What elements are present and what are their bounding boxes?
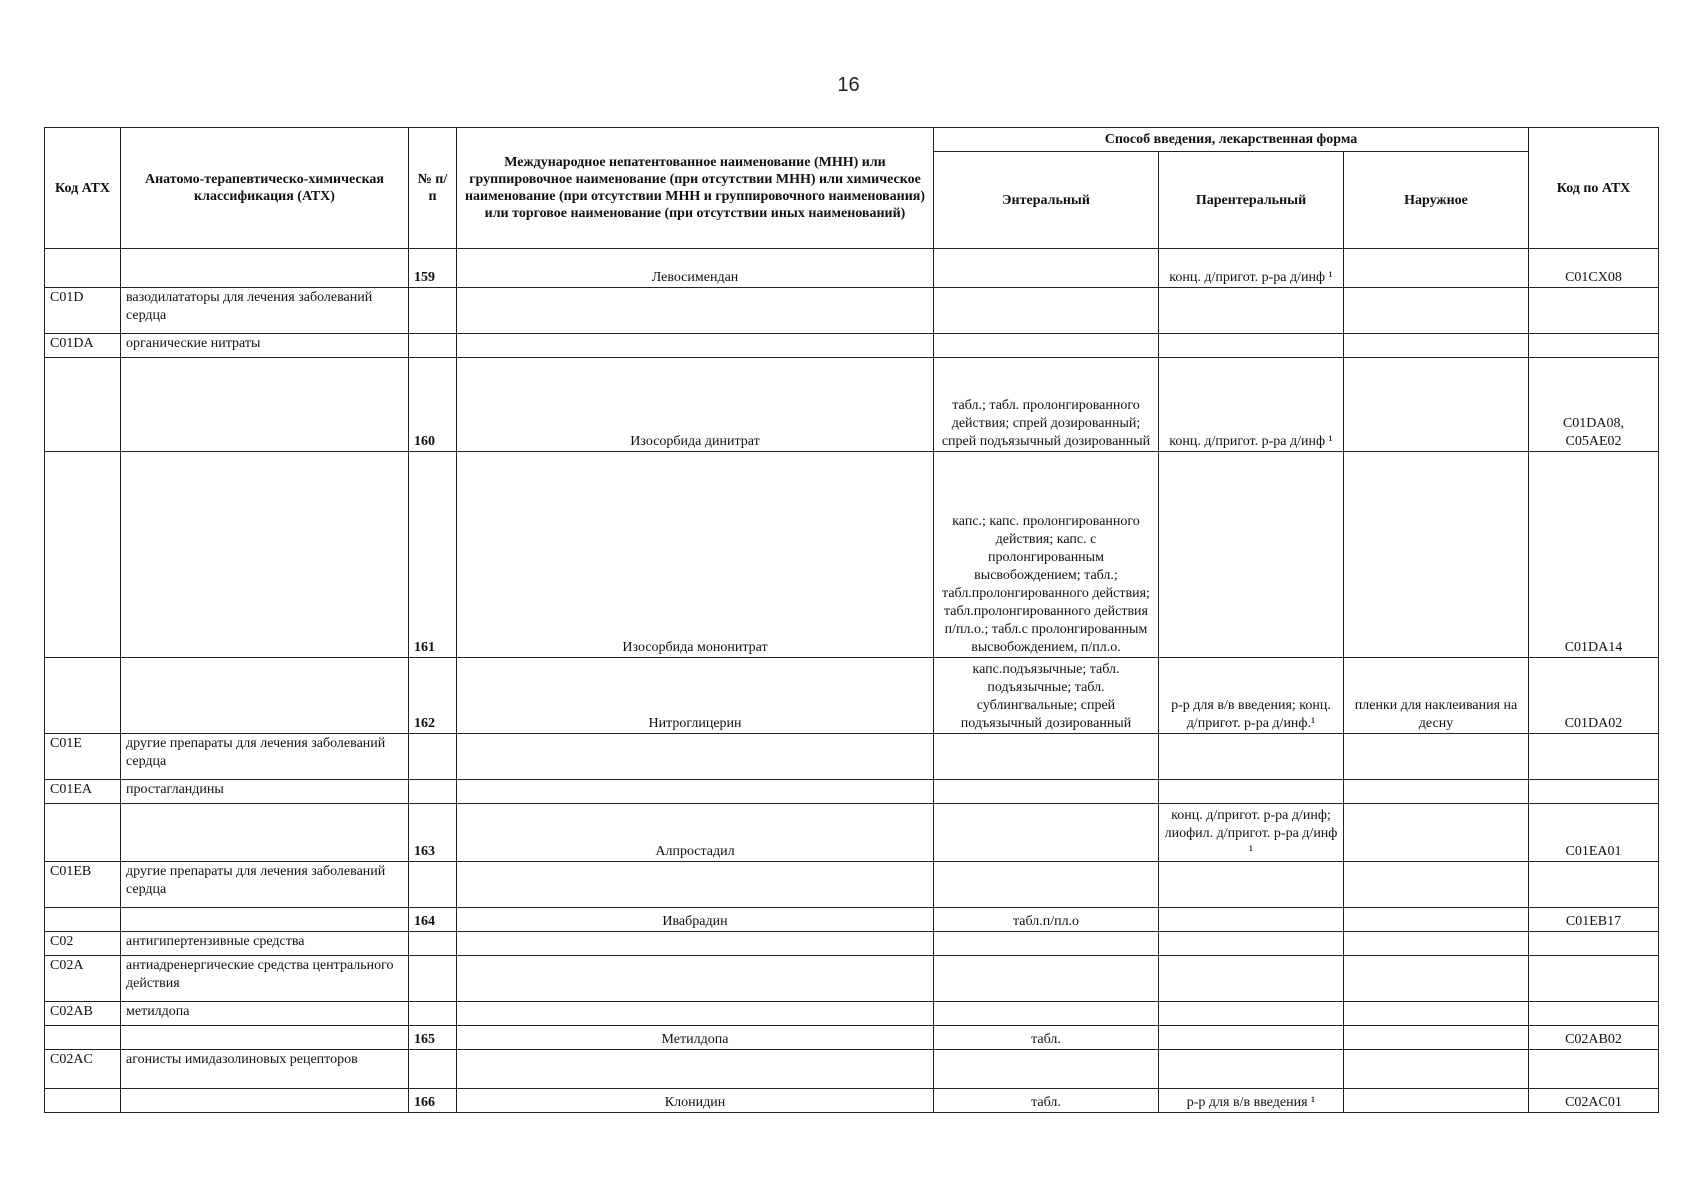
code-cell	[45, 249, 121, 288]
code-cell: C02	[45, 932, 121, 956]
atc-code-cell: C01EB17	[1529, 908, 1659, 932]
classification-cell: агонисты имидазолиновых рецепторов	[121, 1050, 409, 1089]
table-row	[45, 288, 1659, 334]
code-cell	[45, 358, 121, 452]
enteral-cell	[934, 804, 1159, 862]
drug-name-cell: Левосимендан	[457, 249, 934, 288]
table-row	[45, 734, 1659, 780]
classification-cell	[121, 908, 409, 932]
external-cell	[1344, 452, 1529, 658]
classification-cell: антигипертензивные средства	[121, 932, 409, 956]
enteral-cell	[934, 249, 1159, 288]
number-cell: 164	[409, 908, 457, 932]
classification-cell: другие препараты для лечения заболеваний сердца	[121, 862, 409, 908]
drug-name-cell: Изосорбида динитрат	[457, 358, 934, 452]
enteral-cell: табл.п/пл.о	[934, 908, 1159, 932]
code-cell: C01E	[45, 734, 121, 780]
code-cell: C02A	[45, 956, 121, 1002]
classification-cell	[121, 804, 409, 862]
parenteral-cell	[1159, 908, 1344, 932]
classification-cell	[121, 249, 409, 288]
external-cell	[1344, 908, 1529, 932]
table-row	[45, 862, 1659, 908]
atc-code-cell: C01DA08, C05AE02	[1529, 358, 1659, 452]
table-row	[45, 908, 1659, 932]
enteral-cell: табл.	[934, 1026, 1159, 1050]
classification-cell	[121, 1089, 409, 1113]
atc-code-cell: C02AC01	[1529, 1089, 1659, 1113]
parenteral-cell	[1159, 1026, 1344, 1050]
table-row	[45, 1002, 1659, 1026]
code-cell: C01DA	[45, 334, 121, 358]
enteral-cell: капс.; капс. пролонгированного действия; капс. с пролонгированным высвобождением; табл.; табл.пролонгированного действия; табл.пролонгированного действия п/пл.о.; табл.с пролонгированным высвобождением, п/пл.о.	[934, 452, 1159, 658]
table-row	[45, 334, 1659, 358]
header-route-group: Способ введения, лекарственная форма	[934, 128, 1529, 152]
table-row	[45, 932, 1659, 956]
header-parenteral: Парентеральный	[1159, 152, 1344, 249]
header-number: № п/п	[409, 128, 457, 249]
drug-name-cell: Ивабрадин	[457, 908, 934, 932]
external-cell: пленки для наклеивания на десну	[1344, 658, 1529, 734]
code-cell	[45, 908, 121, 932]
header-code: Код АТХ	[45, 128, 121, 249]
external-cell	[1344, 358, 1529, 452]
table-row	[45, 658, 1659, 734]
external-cell	[1344, 1089, 1529, 1113]
atc-code-cell: C01DA02	[1529, 658, 1659, 734]
parenteral-cell	[1159, 452, 1344, 658]
number-cell: 165	[409, 1026, 457, 1050]
table-row	[45, 956, 1659, 1002]
drug-name-cell: Алпростадил	[457, 804, 934, 862]
atc-code-cell: C02AB02	[1529, 1026, 1659, 1050]
parenteral-cell: конц. д/пригот. р-ра д/инф ¹	[1159, 249, 1344, 288]
code-cell	[45, 658, 121, 734]
code-cell	[45, 1026, 121, 1050]
classification-cell	[121, 452, 409, 658]
classification-cell: простагландины	[121, 780, 409, 804]
code-cell: C02AB	[45, 1002, 121, 1026]
code-cell	[45, 452, 121, 658]
number-cell: 159	[409, 249, 457, 288]
code-cell: C01EB	[45, 862, 121, 908]
atc-code-cell: C01CX08	[1529, 249, 1659, 288]
classification-cell	[121, 1026, 409, 1050]
parenteral-cell: конц. д/пригот. р-ра д/инф ¹	[1159, 358, 1344, 452]
header-classification: Анатомо-терапевтическо-химическая классификация (АТХ)	[121, 128, 409, 249]
parenteral-cell: р-р для в/в введения ¹	[1159, 1089, 1344, 1113]
parenteral-cell: р-р для в/в введения; конц. д/пригот. р-ра д/инф.¹	[1159, 658, 1344, 734]
code-cell: C02AC	[45, 1050, 121, 1089]
drug-name-cell: Изосорбида мононитрат	[457, 452, 934, 658]
drug-table	[44, 127, 1659, 1113]
atc-code-cell: C01EA01	[1529, 804, 1659, 862]
number-cell: 163	[409, 804, 457, 862]
classification-cell: метилдопа	[121, 1002, 409, 1026]
code-cell: C01EA	[45, 780, 121, 804]
table-row	[45, 780, 1659, 804]
table-row	[45, 358, 1659, 452]
classification-cell: органические нитраты	[121, 334, 409, 358]
external-cell	[1344, 1026, 1529, 1050]
enteral-cell: табл.	[934, 1089, 1159, 1113]
header-enteral: Энтеральный	[934, 152, 1159, 249]
number-cell: 161	[409, 452, 457, 658]
header-name: Международное непатентованное наименование (МНН) или группировочное наименование (при отсутствии МНН) или химическое наименование (при отсутствии МНН и группировочного наименования) или торговое наименование (при отсутствии иных наименований)	[457, 128, 934, 249]
classification-cell: другие препараты для лечения заболеваний сердца	[121, 734, 409, 780]
drug-name-cell: Нитроглицерин	[457, 658, 934, 734]
header-atc-code: Код по АТХ	[1529, 128, 1659, 249]
number-cell: 162	[409, 658, 457, 734]
code-cell: C01D	[45, 288, 121, 334]
table-row	[45, 452, 1659, 658]
page-number: 16	[837, 74, 860, 96]
atc-code-cell: C01DA14	[1529, 452, 1659, 658]
drug-name-cell: Клонидин	[457, 1089, 934, 1113]
enteral-cell: капс.подъязычные; табл. подъязычные; табл. сублингвальные; спрей подъязычный дозированный	[934, 658, 1159, 734]
code-cell	[45, 1089, 121, 1113]
table-row	[45, 249, 1659, 288]
classification-cell: вазодилататоры для лечения заболеваний сердца	[121, 288, 409, 334]
parenteral-cell: конц. д/пригот. р-ра д/инф; лиофил. д/пригот. р-ра д/инф ¹	[1159, 804, 1344, 862]
number-cell: 160	[409, 358, 457, 452]
external-cell	[1344, 804, 1529, 862]
code-cell	[45, 804, 121, 862]
classification-cell: антиадренергические средства центрального действия	[121, 956, 409, 1002]
drug-name-cell: Метилдопа	[457, 1026, 934, 1050]
classification-cell	[121, 658, 409, 734]
table-row	[45, 1050, 1659, 1089]
table-row	[45, 804, 1659, 862]
classification-cell	[121, 358, 409, 452]
table-row	[45, 1026, 1659, 1050]
number-cell: 166	[409, 1089, 457, 1113]
enteral-cell: табл.; табл. пролонгированного действия; спрей дозированный; спрей подъязычный дозированный	[934, 358, 1159, 452]
external-cell	[1344, 249, 1529, 288]
header-external: Наружное	[1344, 152, 1529, 249]
table-row	[45, 1089, 1659, 1113]
